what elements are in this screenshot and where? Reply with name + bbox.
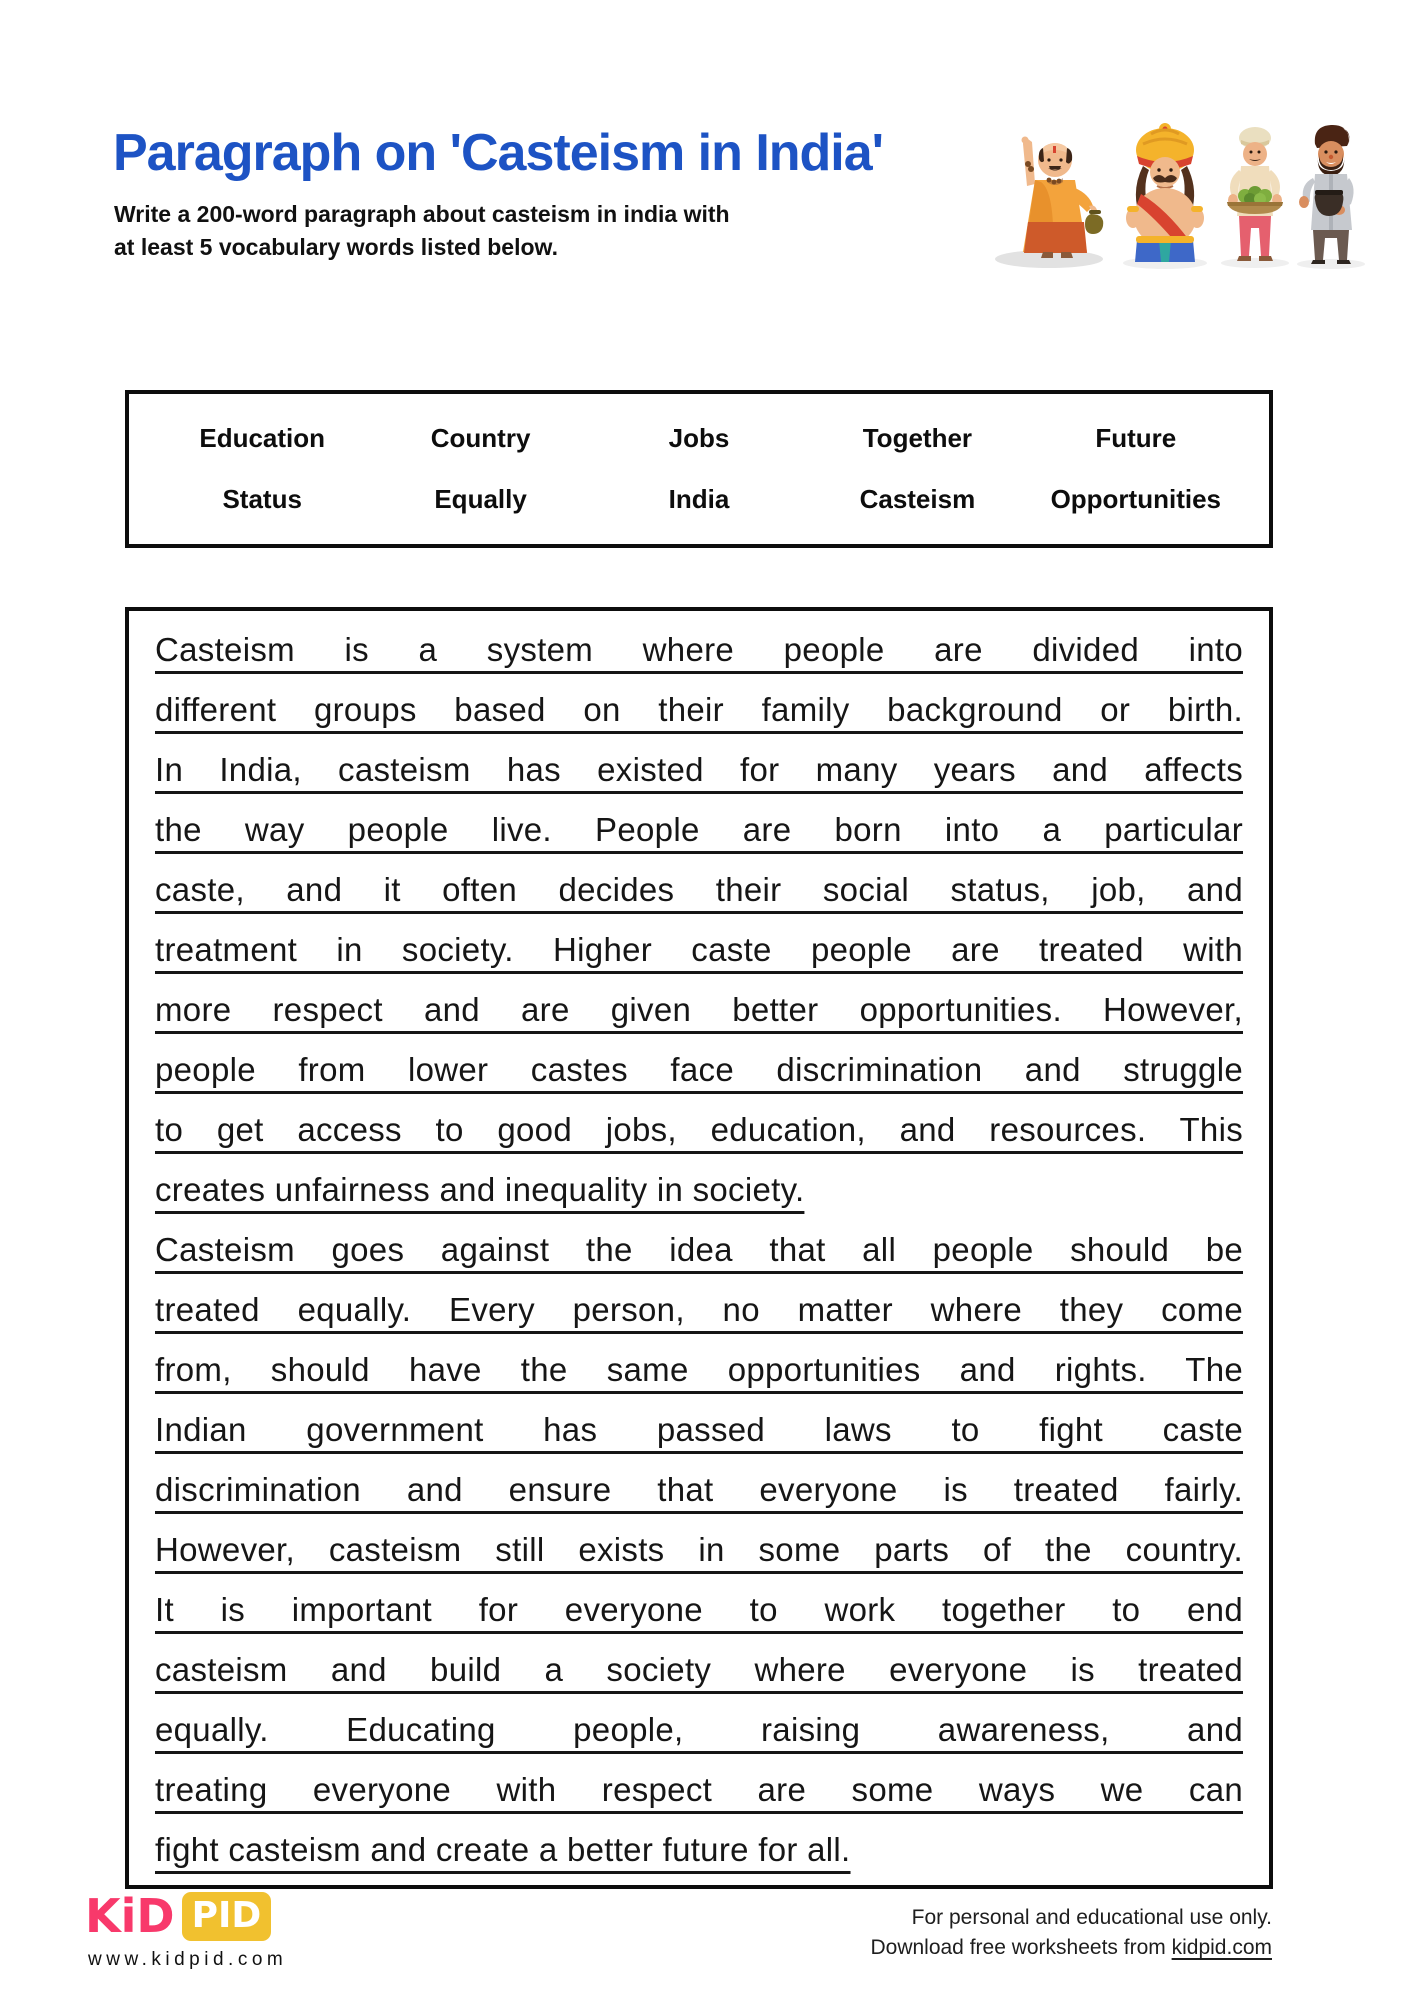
vocab-word-india: India: [668, 484, 730, 514]
subtitle-line-2: at least 5 vocabulary words listed below.: [114, 234, 558, 260]
essay-box: [125, 607, 1273, 1889]
kidpid-logo-kid: KiD: [85, 1889, 175, 1943]
subtitle-line-1: Write a 200-word paragraph about casteism in india with: [114, 201, 730, 227]
usage-note-line-2: [870, 1933, 1272, 1963]
page-title: Paragraph on 'Casteism in India': [113, 124, 884, 182]
vocab-word-status: Status: [222, 484, 302, 514]
essay-line: caste, and it often decides their social status, job, and: [155, 871, 1243, 908]
essay-line: Casteism is a system where people are divided into: [155, 631, 1243, 668]
vocabulary-box: [125, 390, 1273, 548]
vocab-word-education: Education: [199, 423, 326, 453]
usage-note-line-1: For personal and educational use only.: [911, 1906, 1272, 1929]
footer-usage-note: [870, 1903, 1272, 1963]
essay-line: It is important for everyone to work together to end: [155, 1591, 1243, 1628]
essay-line: more respect and are given better opportunities. However,: [155, 991, 1243, 1028]
essay-line: treated equally. Every person, no matter where they come: [155, 1291, 1243, 1328]
kidpid-logo-pid: PID: [182, 1892, 272, 1941]
essay-line: treating everyone with respect are some ways we can: [155, 1771, 1243, 1808]
essay-line: Indian government has passed laws to fight caste: [155, 1411, 1243, 1448]
king-character: [1126, 123, 1204, 262]
essay-line: the way people live. People are born into a particular: [155, 811, 1243, 848]
vocab-word-opportunities: Opportunities: [1050, 484, 1221, 514]
essay-line-paragraph-end: creates unfairness and inequality in society.: [155, 1171, 805, 1208]
essay-line: people from lower castes face discrimination and struggle: [155, 1051, 1243, 1088]
vocab-word-together: Together: [862, 423, 973, 453]
kidpid-website-url: www.kidpid.com: [88, 1949, 288, 1970]
worker-character: [1299, 125, 1354, 264]
essay-line-paragraph-end: fight casteism and create a better future for all.: [155, 1831, 851, 1868]
page-subtitle: [114, 198, 730, 264]
essay-line: However, casteism still exists in some parts of the country.: [155, 1531, 1243, 1568]
vocab-word-country: Country: [430, 423, 531, 453]
farmer-character: [1227, 127, 1283, 261]
vocab-word-casteism: Casteism: [859, 484, 976, 514]
usage-note-line-2-text: Download free worksheets from: [870, 1936, 1172, 1959]
farmer-shadow: [1221, 258, 1289, 268]
essay-line: treatment in society. Higher caste people are treated with: [155, 931, 1243, 968]
worker-shadow: [1297, 259, 1365, 269]
kidpid-logo: [85, 1889, 271, 1943]
essay-line: Casteism goes against the idea that all people should be: [155, 1231, 1243, 1268]
vocab-word-future: Future: [1095, 423, 1177, 453]
essay-line: from, should have the same opportunities and rights. The: [155, 1351, 1243, 1388]
vocab-word-equally: Equally: [434, 484, 527, 514]
priest-character: [1022, 137, 1104, 259]
caste-characters-illustration: [803, 122, 1371, 270]
essay-line: equally. Educating people, raising awareness, and: [155, 1711, 1243, 1748]
essay-line: different groups based on their family background or birth.: [155, 691, 1243, 728]
essay-line: to get access to good jobs, education, and resources. This: [155, 1111, 1243, 1148]
kidpid-link[interactable]: kidpid.com: [1171, 1936, 1272, 1959]
essay-line: In India, casteism has existed for many years and affects: [155, 751, 1243, 788]
essay-line: discrimination and ensure that everyone is treated fairly.: [155, 1471, 1243, 1508]
vocab-word-jobs: Jobs: [668, 423, 730, 453]
essay-line: casteism and build a society where everyone is treated: [155, 1651, 1243, 1688]
